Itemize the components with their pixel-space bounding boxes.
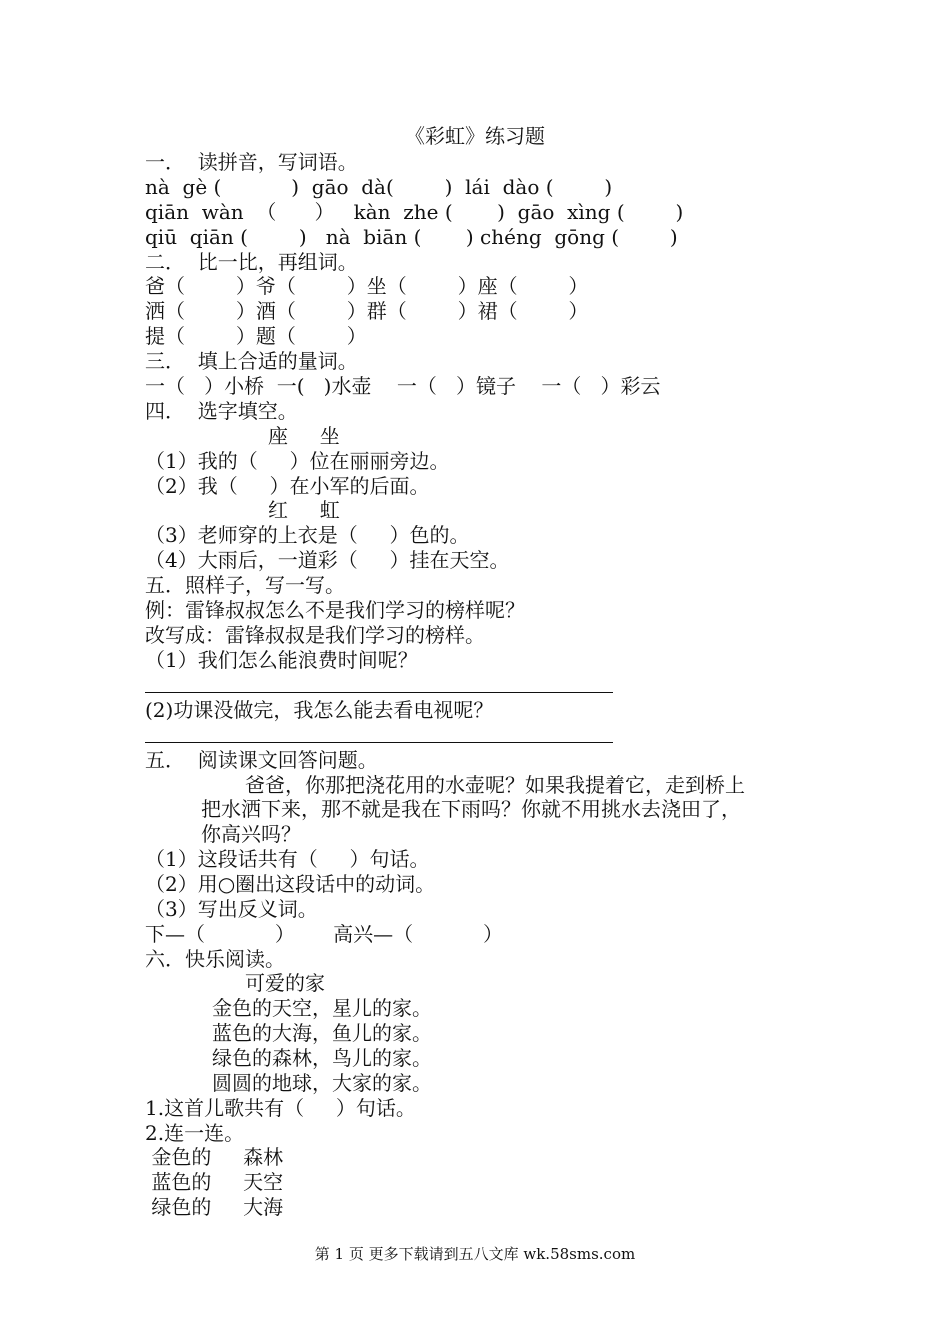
match-row-2: 蓝色的 天空 <box>145 1170 284 1194</box>
pinyin-row-1: nà gè ( ) gāo dà( ) lái dào ( ) <box>145 175 613 199</box>
match-row-3: 绿色的 大海 <box>145 1195 284 1219</box>
fill-question-1: （1）我的（ ）位在丽丽旁边。 <box>145 449 450 473</box>
fill-question-2: （2）我（ ）在小军的后面。 <box>145 474 430 498</box>
match-row-1: 金色的 森林 <box>145 1145 284 1169</box>
reading-question-1: （1）这段话共有（ ）句话。 <box>145 847 430 871</box>
page-footer: 第 1 页 更多下载请到五八文库 wk.58sms.com <box>314 1245 636 1263</box>
compare-row-1: 爸（ ）爷（ ）坐（ ）座（ ） <box>145 274 589 298</box>
compare-row-2: 洒（ ）酒（ ）群（ ）裙（ ） <box>145 299 589 323</box>
answer-line-2 <box>145 742 613 743</box>
reading-question-3: （3）写出反义词。 <box>145 897 318 921</box>
page-title: 《彩虹》练习题 <box>405 124 545 148</box>
rewrite-sentence: 改写成：雷锋叔叔是我们学习的榜样。 <box>145 623 485 647</box>
pinyin-row-2: qiān wàn （ ） kàn zhe ( ) gāo xìng ( ) <box>145 200 684 224</box>
section-1-heading: 一． 读拼音，写词语。 <box>145 150 358 174</box>
rewrite-question-1: （1）我们怎么能浪费时间呢？ <box>145 648 418 672</box>
passage-line-3: 你高兴吗？ <box>201 822 301 846</box>
poem-question-1: 1.这首儿歌共有（ ）句话。 <box>145 1096 416 1120</box>
example-sentence: 例：雷锋叔叔怎么不是我们学习的榜样呢？ <box>145 598 525 622</box>
answer-line-1 <box>145 692 613 693</box>
measure-word-row: 一（ ）小桥 一( )水壶 一（ ）镜子 一（ ）彩云 <box>145 374 661 398</box>
reading-question-2: （2）用○圈出这段话中的动词。 <box>145 872 436 896</box>
char-pair-1: 座 坐 <box>268 424 340 448</box>
fill-question-3: （3）老师穿的上衣是（ ）色的。 <box>145 523 470 547</box>
section-4-heading: 四． 选字填空。 <box>145 399 298 423</box>
section-6-heading: 六．快乐阅读。 <box>145 947 285 971</box>
section-5-heading: 五．照样子，写一写。 <box>145 573 345 597</box>
poem-line-4: 圆圆的地球，大家的家。 <box>212 1071 432 1095</box>
poem-line-1: 金色的天空，星儿的家。 <box>212 996 432 1020</box>
poem-line-2: 蓝色的大海，鱼儿的家。 <box>212 1021 432 1045</box>
section-2-heading: 二． 比一比，再组词。 <box>145 250 358 274</box>
reading-heading: 五． 阅读课文回答问题。 <box>145 748 378 772</box>
poem-question-2: 2.连一连。 <box>145 1121 245 1145</box>
pinyin-row-3: qiū qiān ( ) nà biān ( ) chéng gōng ( ) <box>145 225 678 249</box>
char-pair-2: 红 虹 <box>268 498 340 522</box>
poem-title: 可爱的家 <box>245 971 325 995</box>
compare-row-3: 提（ ）题（ ） <box>145 324 367 348</box>
section-3-heading: 三． 填上合适的量词。 <box>145 349 358 373</box>
passage-line-1: 爸爸，你那把浇花用的水壶呢？如果我提着它，走到桥上 <box>245 773 745 797</box>
antonym-row: 下—（ ） 高兴—（ ） <box>145 922 504 946</box>
rewrite-question-2: (2)功课没做完，我怎么能去看电视呢？ <box>145 698 494 722</box>
poem-line-3: 绿色的森林，鸟儿的家。 <box>212 1046 432 1070</box>
fill-question-4: （4）大雨后，一道彩（ ）挂在天空。 <box>145 548 510 572</box>
passage-line-2: 把水洒下来，那不就是我在下雨吗？你就不用挑水去浇田了， <box>201 797 741 821</box>
